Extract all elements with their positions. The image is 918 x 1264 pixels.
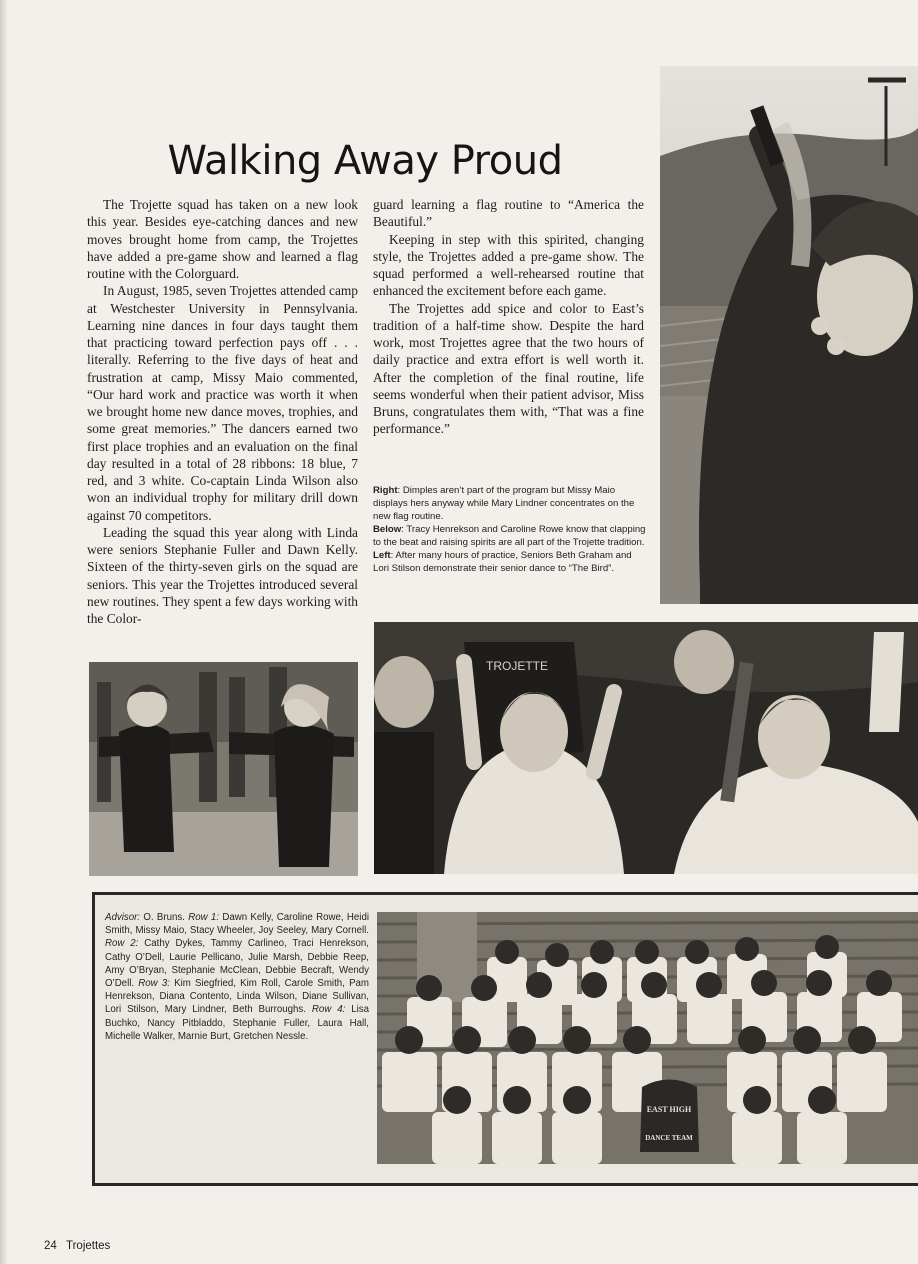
article-paragraph: guard learning a flag routine to “America the Beautiful.” bbox=[373, 197, 644, 230]
article-paragraph: The Trojettes add spice and color to East’s tradition of a half-time show. Despite the hard work, most Trojettes agree that the two hours of daily practice and extra effort is well worth it. After the completion of the final routine, life seems wonderful when their patient advisor, Miss Bruns, congratulates them with, “That was a fine performance.” bbox=[373, 300, 644, 437]
roster-names: Lisa Buchko, Nancy Pitbladdo, Stephanie Fuller, Laura Hall, Michelle Walker, Marnie Burt, Gretchen Nessle. bbox=[105, 1004, 370, 1042]
roster-label: Advisor: bbox=[105, 912, 140, 923]
page-binding-edge bbox=[0, 0, 8, 1264]
article-paragraph: The Trojette squad has taken on a new look this year. Besides eye-catching dances and new moves brought home from camp, the Trojettes have added a pre-game show and learned a flag routine with the Colorguard. bbox=[87, 197, 358, 281]
roster-label: Row 2: bbox=[105, 938, 139, 950]
caption-right bbox=[373, 484, 647, 523]
photo-senior-dance-art bbox=[89, 662, 358, 876]
article-column-2 bbox=[373, 196, 644, 438]
caption-text: : After many hours of practice, Seniors Beth Graham and Lori Stilson demonstrate their senior dance to “The Bird”. bbox=[373, 550, 632, 574]
photo-team-group-art bbox=[377, 912, 918, 1164]
team-roster-caption bbox=[105, 911, 369, 1043]
caption-left bbox=[373, 549, 647, 575]
caption-lead: Right bbox=[373, 485, 398, 496]
photo-senior-dance bbox=[89, 662, 358, 876]
roster-label: Row 3: bbox=[138, 978, 170, 990]
caption-text: : Tracy Henrekson and Caroline Rowe know that clapping to the beat and raising spirits are all part of the Trojette tradition. bbox=[373, 524, 646, 548]
caption-lead: Below bbox=[373, 524, 402, 535]
caption-below bbox=[373, 523, 647, 549]
caption-text: : Dimples aren’t part of the program but Missy Maio displays hers anyway while Mary Lindner concentrates on the new flag routine. bbox=[373, 485, 635, 522]
jacket-lettering: TROJETTE bbox=[486, 659, 548, 673]
page-number: 24 bbox=[44, 1240, 57, 1252]
caption-lead: Left bbox=[373, 550, 391, 561]
article-column-1 bbox=[87, 196, 358, 627]
section-name: Trojettes bbox=[66, 1240, 111, 1252]
photo-captions bbox=[373, 484, 647, 575]
article-paragraph: Keeping in step with this spirited, changing style, the Trojettes added a pre-game show. The squad performed a well-rehearsed routine that enhanced the excitement before each game. bbox=[373, 231, 644, 299]
roster-names: Dawn Kelly, Caroline Rowe, Heidi Smith, Missy Maio, Stacy Wheeler, Joy Seeley, Mary Cornell. bbox=[105, 912, 369, 937]
roster-label: Row 1: bbox=[188, 912, 220, 923]
photo-clapping-crowd-art bbox=[374, 622, 918, 874]
page-folio bbox=[44, 1240, 110, 1252]
photo-flag-routine bbox=[660, 66, 918, 604]
banner-text-line2: DANCE TEAM bbox=[645, 1134, 693, 1142]
photo-flag-routine-art bbox=[660, 66, 918, 604]
roster-label: Row 4: bbox=[311, 1004, 346, 1016]
photo-team-group bbox=[377, 912, 918, 1164]
roster-names: O. Bruns. bbox=[140, 912, 189, 923]
roster-names: Cathy Dykes, Tammy Carlineo, Traci Henrekson, Cathy O’Dell, Laurie Pellicano, Julie Marsh, Debbie Reep, Amy O’Bryan, Stephanie McClean, Debbie Becraft, Wendy O’Dell. bbox=[105, 938, 369, 990]
headline: Walking Away Proud bbox=[167, 138, 563, 184]
photo-clapping-crowd bbox=[374, 622, 918, 874]
banner-text-line1: EAST HIGH bbox=[646, 1105, 692, 1114]
article-paragraph: In August, 1985, seven Trojettes attended camp at Westchester University in Pennsylvania. Learning nine dances in four days taught them that practicing toward perfection pays off . . . literally. Referring to the five days of heat and frustration at camp, Missy Maio commented, “Our hard work and practice was worth it when we brought home new dance moves, trophies, and some great memories.” The dancers earned two first place trophies and an evaluation on the final day resulted in a total of 28 ribbons: 18 blue, 7 red, and 3 white. Co-captain Linda Wilson also won an individual trophy for military drill down against 70 competitors. bbox=[87, 283, 358, 523]
article-paragraph: Leading the squad this year along with Linda were seniors Stephanie Fuller and Dawn Kelly. Sixteen of the thirty-seven girls on the squad are seniors. This year the Trojettes introduced several new routines. They spent a few days working with the Color- bbox=[87, 524, 358, 626]
roster-names: Kim Siegfried, Kim Roll, Carole Smith, Pam Henrekson, Diana Contento, Linda Wilson, Diane Sullivan, Lori Stilson, Mary Lindner, Beth Burroughs. bbox=[105, 978, 369, 1016]
